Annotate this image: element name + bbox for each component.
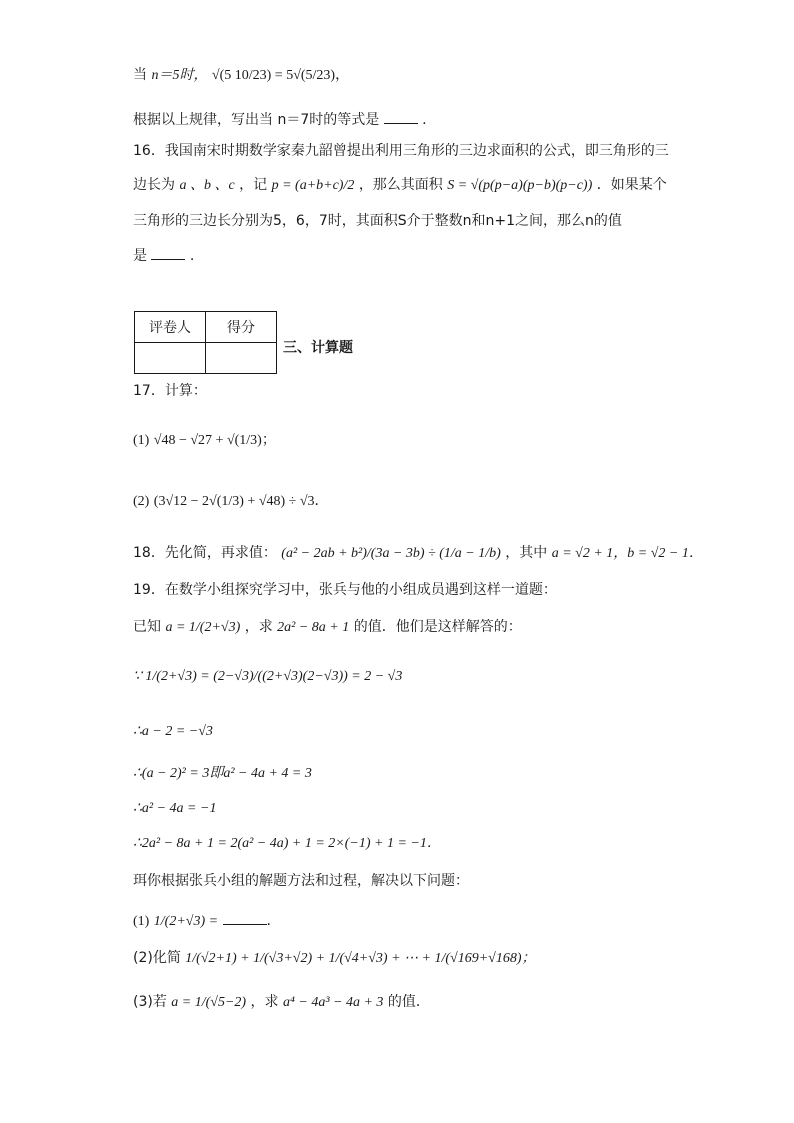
q18-line bbox=[133, 546, 703, 561]
q16-line-4 bbox=[133, 247, 194, 263]
answer-blank[interactable] bbox=[151, 247, 185, 260]
q19-step-5: ∴2a² − 8a + 1 = 2(a² − 4a) + 1 = 2×(−1) + 1 = −1． bbox=[133, 836, 441, 851]
q16-vars: a 、b 、c bbox=[179, 178, 235, 193]
q16-text-c: ，那么其面积 bbox=[358, 177, 443, 193]
q17-part-2 bbox=[133, 494, 329, 509]
q19-step-2: ∴a − 2 = −√3 bbox=[133, 724, 213, 739]
q17-p1-label: (1) bbox=[133, 433, 150, 448]
q19-step-1: ∵ 1/(2+√3) = (2−√3)/((2+√3)(2−√3)) = 2 − √3 bbox=[133, 669, 403, 684]
q16-text-b: ，记 bbox=[239, 177, 268, 193]
answer-blank[interactable] bbox=[384, 111, 418, 124]
q18-text-a: 18．先化简，再求值： bbox=[133, 545, 277, 561]
q15-prefix: 当 bbox=[133, 67, 147, 83]
q18-expr: (a² − 2ab + b²)/(3a − 3b) ÷ (1/a − 1/b) bbox=[281, 546, 501, 561]
grader-cell[interactable] bbox=[135, 343, 206, 374]
q16-p-formula: p = (a+b+c)/2 bbox=[271, 178, 355, 193]
q19-sub-2 bbox=[133, 951, 536, 966]
q15-condition: n＝5时， bbox=[151, 68, 208, 83]
q19-sub3-label: (3)若 bbox=[133, 994, 167, 1010]
q19-sub-1: (1) 1/(2+√3) = . bbox=[133, 913, 271, 929]
q19-given-c: 的值．他们是这样解答的： bbox=[353, 619, 522, 635]
q19-sub3-b: ，求 bbox=[250, 994, 279, 1010]
q19-sub2-label: (2)化简 bbox=[133, 950, 181, 966]
q15-line-1 bbox=[133, 68, 349, 83]
q17-p1-expr: √48 − √27 + √(1/3)； bbox=[153, 433, 276, 448]
q17-p2-label: (2) bbox=[133, 494, 150, 509]
q16-line-1: 16．我国南宋时期数学家秦九韶曾提出利用三角形的三边求面积的公式，即三角形的三 bbox=[133, 143, 669, 159]
q15-question: 根据以上规律，写出当 n＝7时的等式是 bbox=[133, 112, 380, 128]
q19-sub2-expr: 1/(√2+1) + 1/(√3+√2) + 1/(√4+√3) + ⋯ + 1/(√169+√168)； bbox=[185, 951, 536, 966]
q17-part-1 bbox=[133, 433, 276, 448]
q15-formula: √(5 10/23) = 5√(5/23)， bbox=[211, 68, 350, 83]
q18-text-b: ，其中 bbox=[505, 545, 548, 561]
q19-given bbox=[133, 620, 522, 635]
q19-sub3-c: 的值． bbox=[387, 994, 430, 1010]
q18-cond: a = √2 + 1，b = √2 − 1． bbox=[551, 546, 703, 561]
q16-line-3: 三角形的三边长分别为5，6，7时，其面积S介于整数n和n+1之间，那么n的值 bbox=[133, 213, 622, 229]
q16-line-2 bbox=[133, 178, 667, 193]
q19-given-b: ，求 bbox=[244, 619, 273, 635]
q19-given-expr: a = 1/(2+√3) bbox=[165, 620, 241, 635]
q19-sub-3 bbox=[133, 995, 430, 1010]
q19-sub1-expr: 1/(2+√3) = bbox=[153, 914, 219, 929]
q19-sub3-target: a⁴ − 4a³ − 4a + 3 bbox=[283, 995, 384, 1010]
score-cell[interactable] bbox=[206, 343, 277, 374]
q15-end: . bbox=[422, 112, 427, 128]
q19-sub1-label: (1) bbox=[133, 914, 150, 929]
q16-end: . bbox=[189, 248, 195, 264]
q16-text-e: 是 bbox=[133, 248, 147, 264]
q19-given-target: 2a² − 8a + 1 bbox=[277, 620, 350, 635]
section-title: 三、计算题 bbox=[283, 340, 353, 356]
q19-step-4: ∴a² − 4a = −1 bbox=[133, 801, 217, 816]
q15-line-2 bbox=[133, 111, 427, 127]
score-table bbox=[134, 311, 277, 374]
score-header: 得分 bbox=[206, 312, 277, 343]
q19-sub3-expr: a = 1/(√5−2) bbox=[171, 995, 247, 1010]
answer-blank[interactable] bbox=[223, 912, 267, 925]
q19-intro: 19．在数学小组探究学习中，张兵与他的小组成员遇到这样一道题： bbox=[133, 582, 557, 598]
q19-ask: 珥你根据张兵小组的解题方法和过程，解决以下问题： bbox=[133, 873, 469, 889]
q16-text-a: 边长为 bbox=[133, 177, 175, 193]
q19-step-3: ∴(a − 2)² = 3即a² − 4a + 4 = 3 bbox=[133, 766, 312, 781]
grader-header: 评卷人 bbox=[135, 312, 206, 343]
q19-given-a: 已知 bbox=[133, 619, 161, 635]
q17-p2-expr: (3√12 − 2√(1/3) + √48) ÷ √3． bbox=[153, 494, 329, 509]
q16-text-d: ．如果某个 bbox=[596, 177, 667, 193]
q17-title: 17．计算： bbox=[133, 383, 207, 399]
q16-s-formula: S = √(p(p−a)(p−b)(p−c)) bbox=[447, 178, 593, 193]
